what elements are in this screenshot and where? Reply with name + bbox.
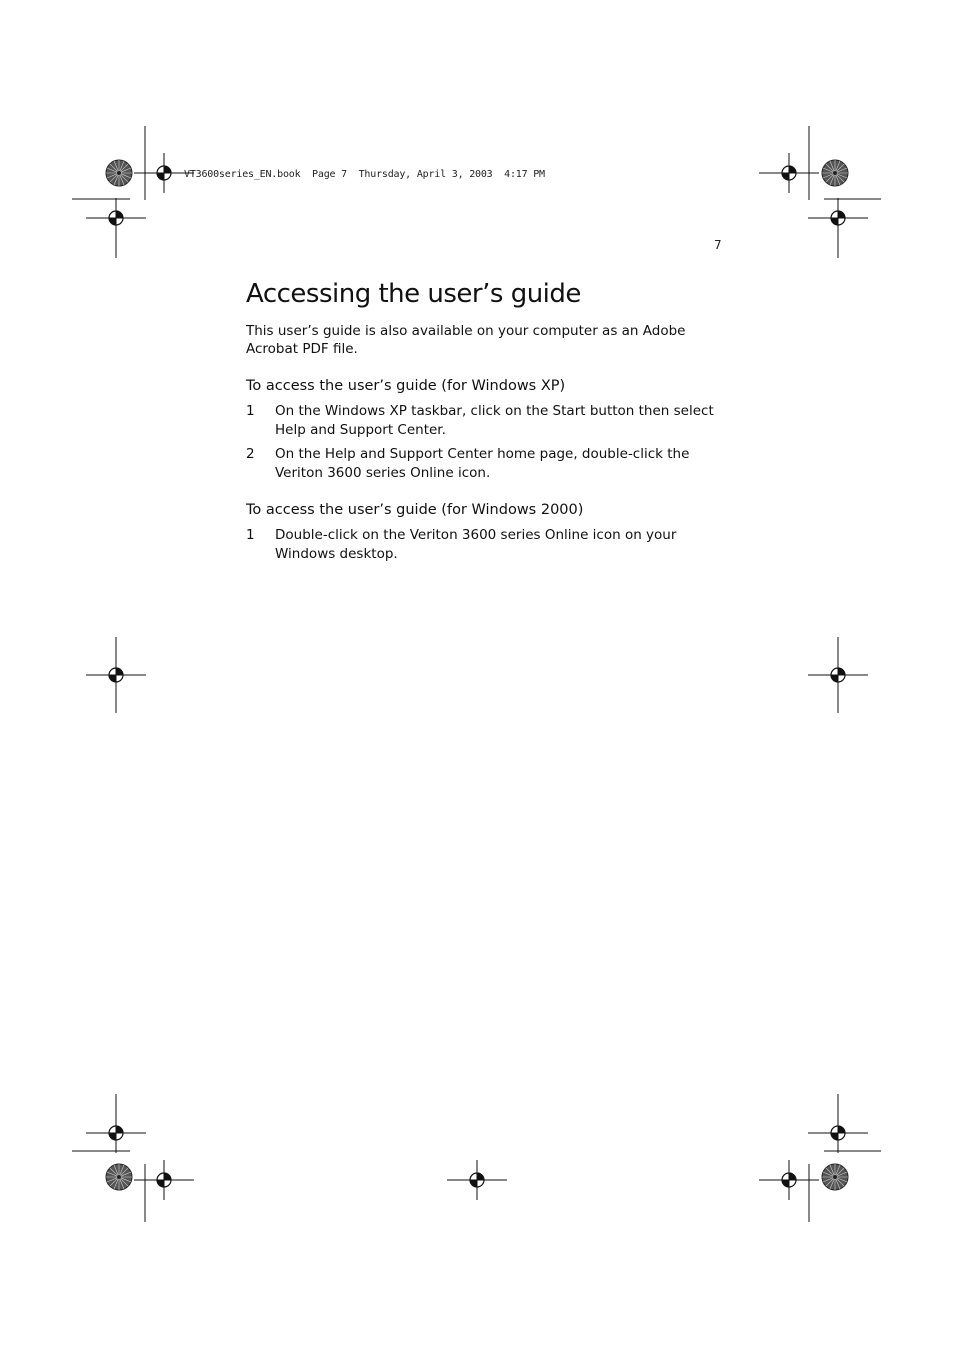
registration-mark-icon bbox=[759, 153, 819, 193]
page-title: Accessing the user’s guide bbox=[246, 279, 581, 309]
registration-star-icon bbox=[822, 1164, 848, 1190]
registration-mark-icon bbox=[86, 1113, 146, 1153]
intro-paragraph: This user’s guide is also available on your computer as an Adobe Acrobat PDF file. bbox=[246, 323, 686, 357]
registration-mark-icon bbox=[134, 1160, 194, 1200]
registration-mark-icon bbox=[808, 198, 868, 238]
step-text: On the Help and Support Center home page, double-click the Veriton 3600 series Online icon. bbox=[275, 446, 690, 481]
registration-star-icon bbox=[106, 1164, 132, 1190]
step-number: 1 bbox=[246, 403, 255, 419]
steps-list-windows-xp bbox=[246, 402, 726, 482]
registration-star-icon bbox=[822, 160, 848, 186]
registration-mark-icon bbox=[447, 1160, 507, 1200]
page-content bbox=[246, 278, 726, 569]
list-item bbox=[246, 402, 726, 439]
steps-list-windows-2000 bbox=[246, 526, 726, 563]
registration-mark-icon bbox=[759, 1160, 819, 1200]
step-text: On the Windows XP taskbar, click on the Start button then select Help and Support Center. bbox=[275, 403, 714, 438]
step-number: 2 bbox=[246, 446, 255, 462]
section-heading-windows-2000: To access the user’s guide (for Windows 2000) bbox=[246, 502, 584, 518]
registration-star-icon bbox=[106, 160, 132, 186]
print-slug: VT3600series_EN.book Page 7 Thursday, April 3, 2003 4:17 PM bbox=[184, 169, 545, 180]
registration-mark-icon bbox=[808, 1113, 868, 1153]
step-number: 1 bbox=[246, 527, 255, 543]
step-text: Double-click on the Veriton 3600 series Online icon on your Windows desktop. bbox=[275, 527, 677, 562]
page-number: 7 bbox=[714, 238, 722, 252]
section-heading-windows-xp: To access the user’s guide (for Windows XP) bbox=[246, 378, 566, 394]
list-item bbox=[246, 526, 726, 563]
registration-mark-icon bbox=[86, 198, 146, 238]
list-item bbox=[246, 445, 726, 482]
